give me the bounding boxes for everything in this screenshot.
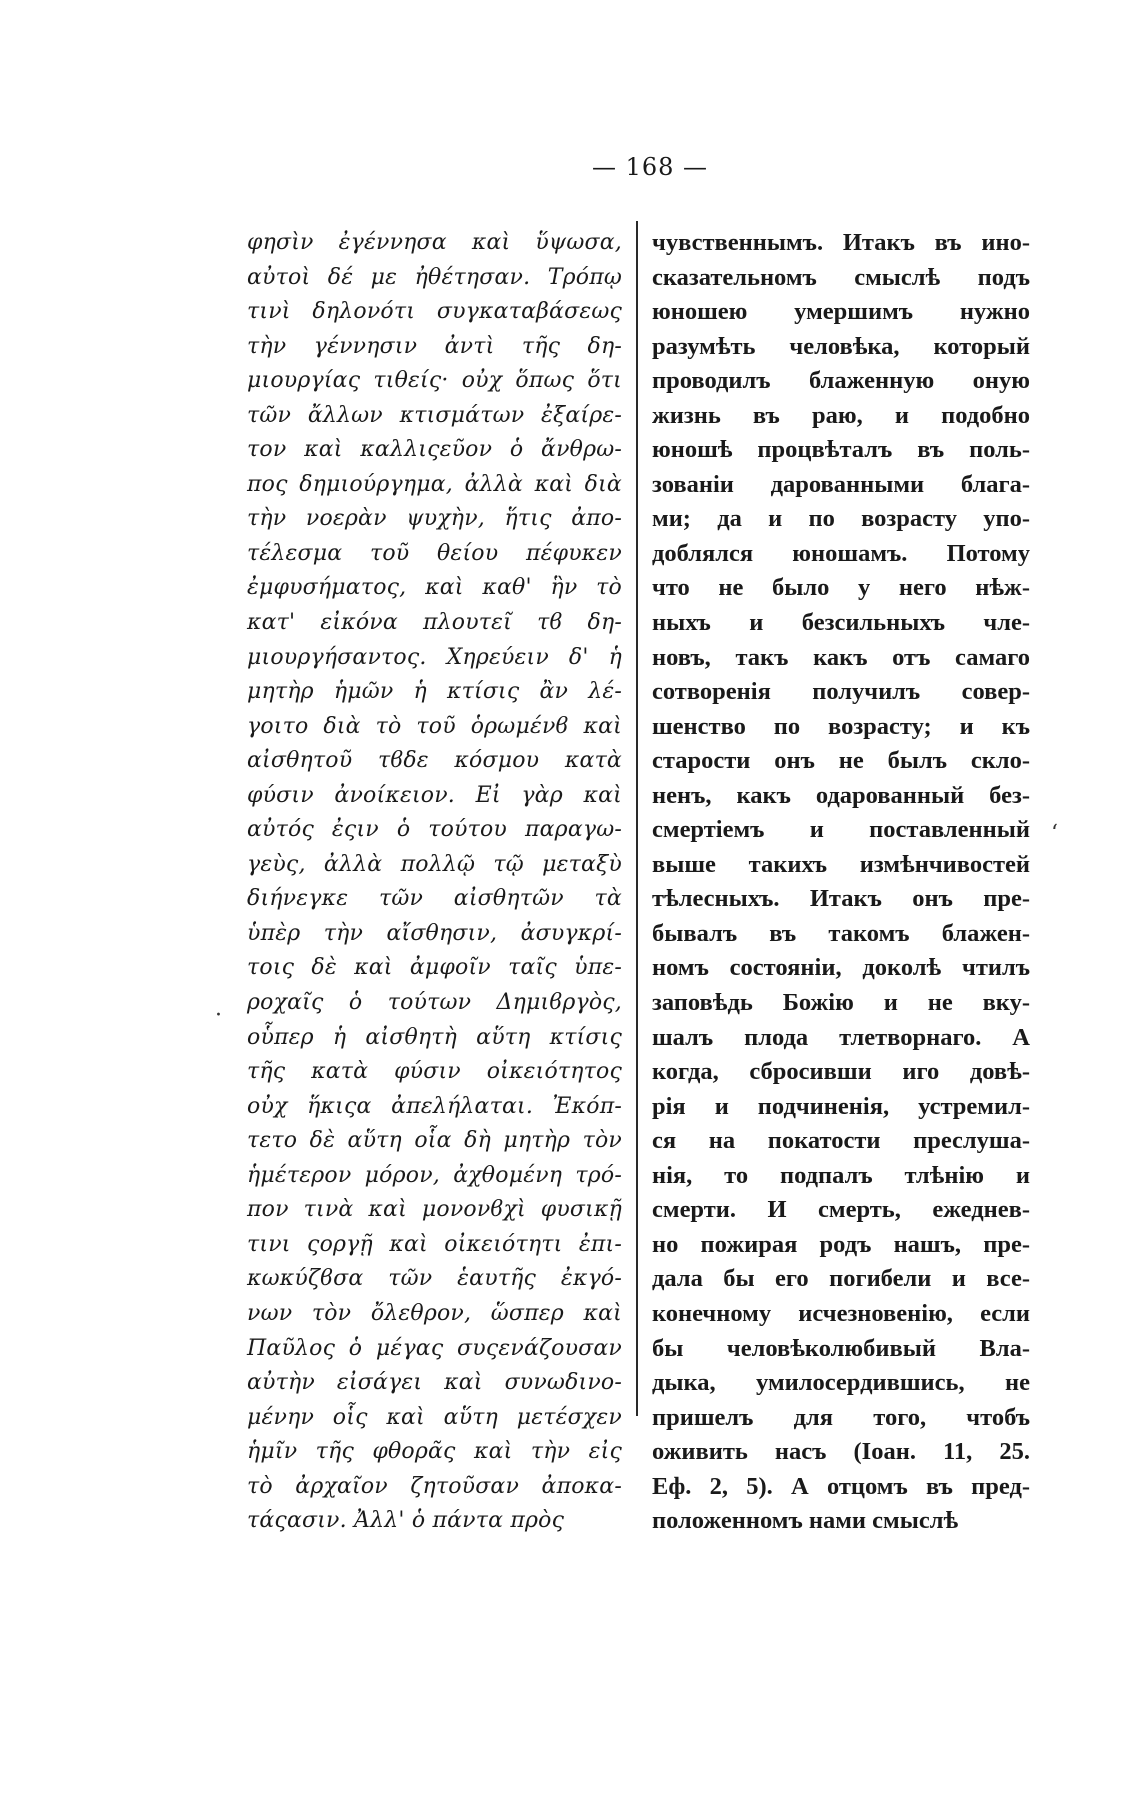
text-line: τέλεσμα τοῦ θείου πέφυκεν [247, 540, 622, 566]
text-line: αἰσθητοῦ τϐδε κόσμου κατὰ [247, 748, 622, 774]
text-line: μιουργίας τιθείς· οὐχ ὅπως ὅτι [247, 368, 622, 394]
text-line: μητὴρ ἡμῶν ἡ κτίσις ἂν λέ- [247, 679, 622, 705]
text-line: Еф. 2, 5). А отцомъ въ пред- [652, 1472, 1030, 1500]
text-line: положенномъ нами смыслѣ [652, 1507, 959, 1535]
text-line: τάςασιν. Ἀλλ' ὁ πάντα πρὸς [247, 1508, 565, 1534]
text-line: но пожирая родъ нашъ, пре- [652, 1230, 1030, 1258]
text-line: ныхъ и безсильныхъ чле- [652, 609, 1030, 637]
text-line: οὗπερ ἡ αἰσθητὴ αὕτη κτίσις [247, 1024, 622, 1050]
text-line: оживить насъ (Іоан. 11, 25. [652, 1438, 1030, 1466]
text-line: γεὺς, ἀλλὰ πολλῷ τῷ μεταξὺ [247, 851, 622, 877]
text-line: τετο δὲ αὕτη οἷα δὴ μητὴρ τὸν [247, 1128, 622, 1154]
text-line: юношею умершимъ нужно [652, 298, 1030, 326]
text-line: τὴν νοερὰν ψυχὴν, ἥτις ἀπο- [247, 506, 622, 532]
text-line: ми; да и по возрасту упо- [652, 505, 1030, 533]
text-line: что не было у него нѣж- [652, 574, 1030, 602]
text-line: τινὶ δηλονότι συγκαταβάσεως [247, 299, 622, 325]
text-line: ἡμέτερον μόρον, ἀχθομένη τρό- [247, 1162, 622, 1188]
text-line: ἡμῖν τῆς φθορᾶς καὶ τὴν εἰς [247, 1439, 622, 1465]
text-line: сказательномъ смыслѣ подъ [652, 263, 1030, 291]
text-line: дыка, умилосердившись, не [652, 1369, 1030, 1397]
right-margin-mark: ʻ [1051, 821, 1058, 846]
text-line: старости онъ не былъ скло- [652, 747, 1030, 775]
text-line: пришелъ для того, чтобъ [652, 1403, 1030, 1431]
text-line: γοιτο διὰ τὸ τοῦ ὁρωμένϐ καὶ [247, 713, 622, 739]
text-line: τὸ ἀρχαῖον ζητοῦσαν ἀποκα- [247, 1473, 622, 1499]
text-line: τον καὶ καλλιςεῦον ὁ ἄνθρω- [247, 437, 622, 463]
text-line: τῆς κατὰ φύσιν οἰκειότητος [247, 1059, 622, 1085]
left-margin-mark: · [215, 1003, 222, 1028]
text-line: нія, то подпалъ тлѣнію и [652, 1161, 1030, 1189]
text-line: τοις δὲ καὶ ἀμφοῖν ταῖς ὑπε- [247, 955, 622, 981]
text-line: тѣлесныхъ. Итакъ онъ пре- [652, 885, 1030, 913]
text-line: смертіемъ и поставленный [652, 816, 1030, 844]
text-line: номъ состояніи, доколѣ чтилъ [652, 954, 1030, 982]
text-line: ὑπὲρ τὴν αἴσθησιν, ἀσυγκρί- [247, 920, 622, 946]
text-line: зованіи дарованными блага- [652, 470, 1030, 498]
text-line: αὐτοὶ δέ με ἠθέτησαν. Τρόπῳ [247, 264, 622, 290]
page-number: — 168 — [591, 153, 709, 181]
text-line: ἐμφυσήματος, καὶ καθ' ἣν τὸ [247, 575, 622, 601]
text-line: сотворенія получилъ совер- [652, 678, 1030, 706]
text-line: когда, сбросивши иго довѣ- [652, 1058, 1030, 1086]
text-line: разумѣть человѣка, который [652, 332, 1030, 360]
text-line: ненъ, какъ одарованный без- [652, 781, 1030, 809]
text-line: проводилъ блаженную оную [652, 367, 1030, 395]
text-line: πον τινὰ καὶ μονονϐχὶ φυσικῇ [247, 1197, 622, 1223]
text-line: αὐτὴν εἰσάγει καὶ συνωδινο- [247, 1370, 622, 1396]
text-line: дала бы его погибели и все- [652, 1265, 1030, 1293]
text-line: νων τὸν ὄλεθρον, ὥσπερ καὶ [247, 1300, 622, 1326]
text-line: μιουργήσαντος. Χηρεύειν δ' ἡ [247, 644, 622, 670]
text-line: πος δημιούργημα, ἀλλὰ καὶ διὰ [247, 471, 622, 497]
text-line: бывалъ въ такомъ блажен- [652, 919, 1030, 947]
text-line: ся на покатости преслуша- [652, 1127, 1030, 1155]
text-line: жизнь въ раю, и подобно [652, 401, 1030, 429]
text-line: бы человѣколюбивый Вла- [652, 1334, 1030, 1362]
text-line: чувственнымъ. Итакъ въ ино- [652, 229, 1030, 256]
text-line: новъ, такъ какъ отъ самаго [652, 643, 1030, 671]
text-line: μένην οἷς καὶ αὕτη μετέσχεν [247, 1404, 622, 1430]
text-line: заповѣдь Божію и не вку- [652, 989, 1030, 1017]
text-line: αὐτός ἐςιν ὁ τούτου παραγω- [247, 817, 622, 843]
text-line: шалъ плода тлетворнаго. А [652, 1023, 1030, 1051]
text-line: смерти. И смерть, ежеднев- [652, 1196, 1030, 1224]
text-line: рія и подчиненія, устремил- [652, 1092, 1030, 1120]
text-line: доблялся юношамъ. Потому [652, 539, 1030, 567]
text-line: φύσιν ἀνοίκειον. Εἰ γὰρ καὶ [247, 782, 622, 808]
column-divider [636, 221, 638, 1416]
text-line: Παῦλος ὁ μέγας συςενάζουσαν [247, 1335, 622, 1361]
greek-text-column [247, 226, 622, 1539]
text-line: τὴν γέννησιν ἀντὶ τῆς δη- [247, 333, 622, 359]
text-line: конечному исчезновенію, если [652, 1299, 1030, 1327]
russian-text-column [652, 226, 1030, 1539]
text-line: выше такихъ измѣнчивостей [652, 850, 1030, 878]
text-line: τινι ςοργῇ καὶ οἰκειότητι ἐπι- [247, 1231, 622, 1257]
text-line: ροχαῖς ὁ τούτων Δημιϐργὸς, [247, 990, 622, 1016]
text-line: οὐχ ἥκιςα ἀπελήλαται. Ἐκόπ- [247, 1093, 622, 1119]
text-line: юношѣ процвѣталъ въ поль- [652, 436, 1030, 464]
text-line: шенство по возрасту; и къ [652, 712, 1030, 740]
text-line: κατ' εἰκόνα πλουτεῖ τϐ δη- [247, 610, 622, 636]
text-line: διήνεγκε τῶν αἰσθητῶν τὰ [247, 886, 622, 912]
text-line: τῶν ἄλλων κτισμάτων ἐξαίρε- [247, 402, 622, 428]
text-line: κωκύζϐσα τῶν ἑαυτῆς ἐκγό- [247, 1266, 622, 1292]
text-line: φησὶν ἐγέννησα καὶ ὕψωσα, [247, 230, 622, 255]
